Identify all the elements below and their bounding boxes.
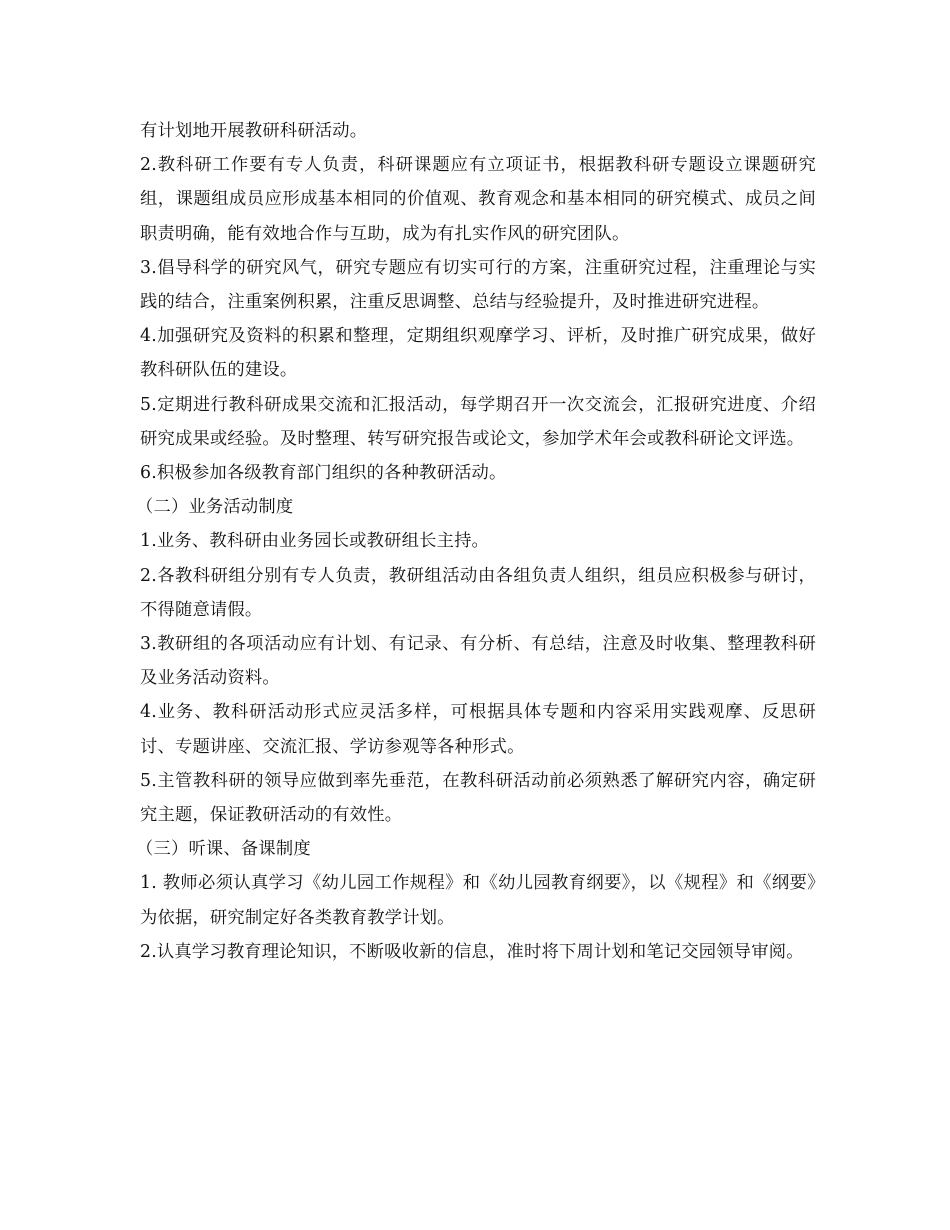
paragraph-item-4: 4.业务、教科研活动形式应灵活多样，可根据具体专题和内容采用实践观摩、反思研讨、专题讲座、交流汇报、学访参观等各种形式。 (140, 702, 816, 757)
paragraph-item-5: 5.定期进行教科研成果交流和汇报活动，每学期召开一次交流会，汇报研究进度、介绍研究成果或经验。及时整理、转写研究报告或论文，参加学术年会或教科研论文评选。 (140, 394, 816, 449)
paragraph-item-2: 2.教科研工作要有专人负责，科研课题应有立项证书，根据教科研专题设立课题研究组，课题组成员应形成基本相同的价值观、教育观念和基本相同的研究模式、成员之间职责明确，能有效地合作与互助，成为有扎实作风的研究团队。 (140, 155, 816, 244)
paragraph-item-5: 5.主管教科研的领导应做到率先垂范，在教科研活动前必须熟悉了解研究内容，确定研究主题，保证教研活动的有效性。 (140, 770, 816, 826)
paragraph-item-4: 4.加强研究及资料的积累和整理，定期组织观摩学习、评析，及时推广研究成果，做好教科研队伍的建设。 (140, 326, 816, 381)
paragraph-item-3: 3.教研组的各项活动应有计划、有记录、有分析、有总结，注意及时收集、整理教科研及业务活动资料。 (140, 634, 816, 689)
paragraph-item-1: 1. 教师必须认真学习《幼儿园工作规程》和《幼儿园教育纲要》，以《规程》和《纲要》为依据，研究制定好各类教育教学计划。 (140, 873, 816, 928)
document-body (136, 114, 816, 969)
paragraph-item-6: 6.积极参加各级教育部门组织的各种教研活动。 (140, 463, 507, 484)
paragraph-item-2: 2.认真学习教育理论知识，不断吸收新的信息，准时将下周计划和笔记交园领导审阅。 (140, 941, 804, 962)
section-heading-lesson-observation: （三）听课、备课制度 (136, 839, 311, 860)
section-heading-business-activities: （二）业务活动制度 (136, 497, 294, 518)
paragraph-item-1: 1.业务、教科研由业务园长或教研组长主持。 (140, 531, 490, 552)
paragraph-continuation: 有计划地开展教研科研活动。 (140, 121, 368, 141)
paragraph-item-2: 2.各教科研组分别有专人负责，教研组活动由各组负责人组织，组员应积极参与研讨，不得随意请假。 (140, 565, 816, 620)
paragraph-item-3: 3.倡导科学的研究风气，研究专题应有切实可行的方案，注重研究过程，注重理论与实践的结合，注重案例积累，注重反思调整、总结与经验提升，及时推进研究进程。 (140, 257, 816, 313)
